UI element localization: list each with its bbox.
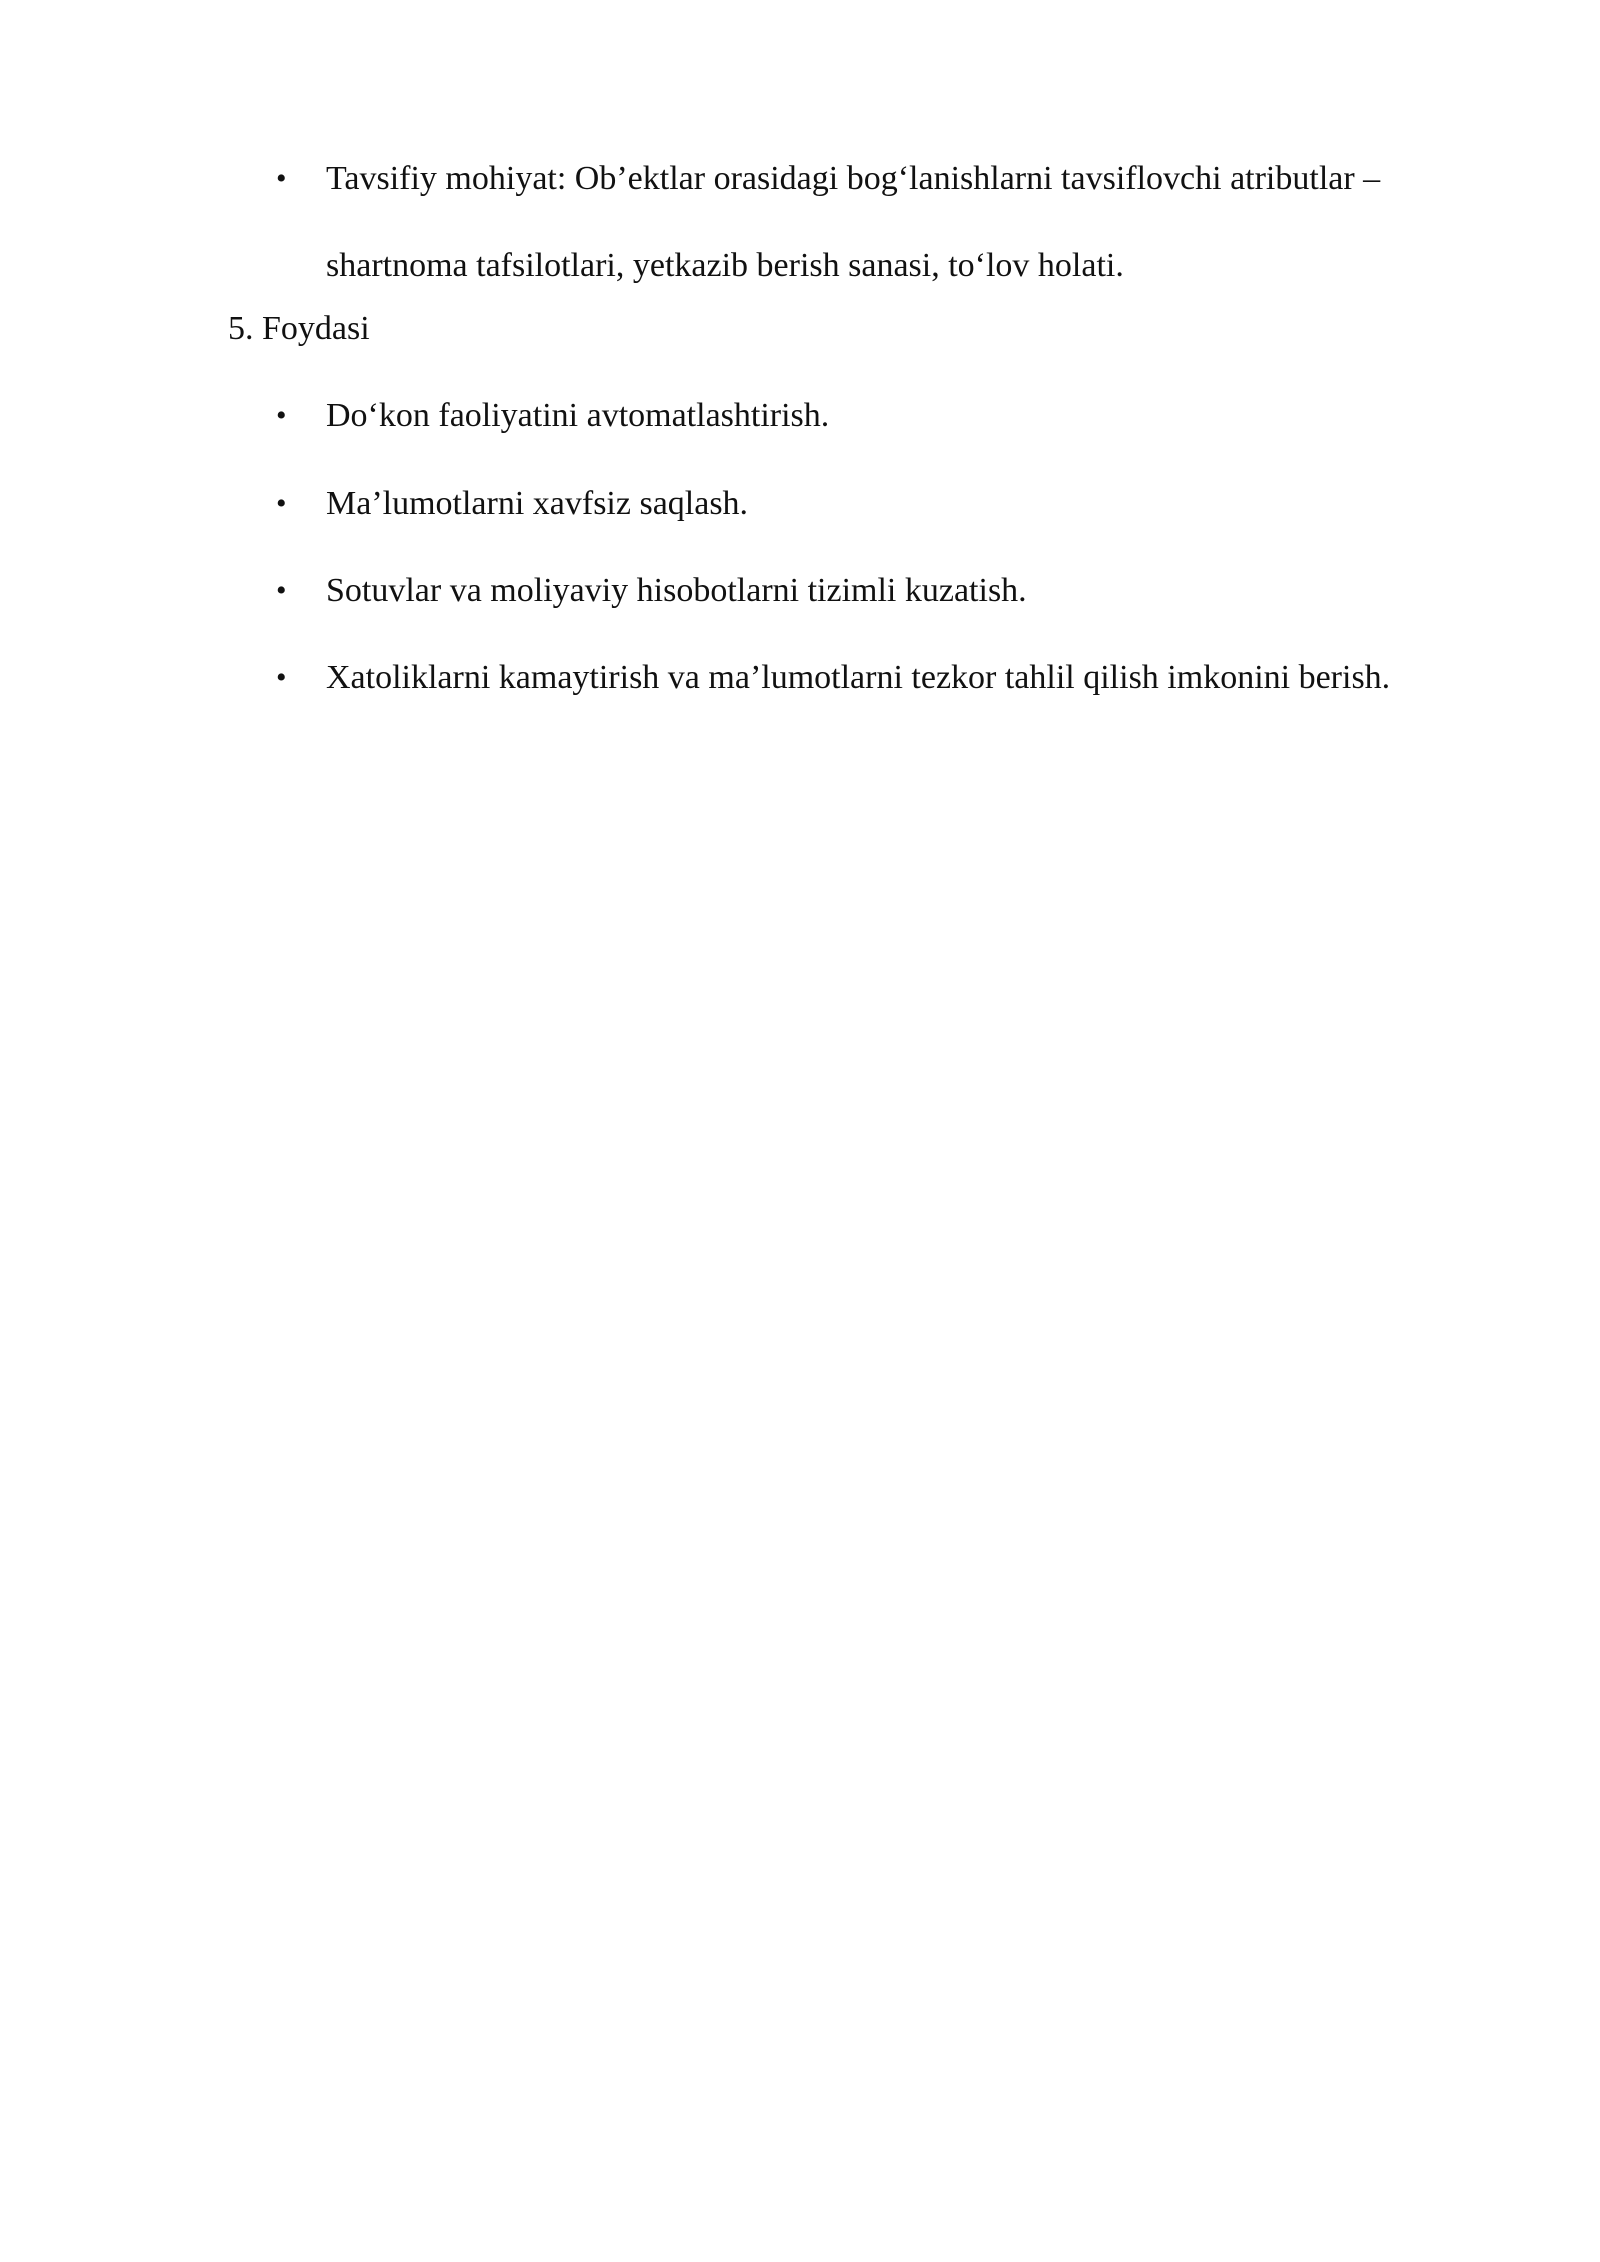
bullet-icon: •	[276, 661, 287, 694]
bullet-icon: •	[276, 574, 287, 607]
list-item-benefit-4	[276, 634, 1516, 721]
bullet-icon: •	[276, 162, 287, 195]
list-item-benefit-3	[276, 547, 1516, 634]
list-item-benefit-1	[276, 372, 1516, 459]
bullet-icon: •	[276, 487, 287, 520]
section-heading: 5. Foydasi	[228, 310, 370, 347]
list-item-text: Sotuvlar va moliyaviy hisobotlarni tizimli kuzatish.	[326, 572, 1027, 609]
list-item-tavsifiy-mohiyat	[276, 135, 1516, 309]
list-item-benefit-2	[276, 460, 1516, 547]
list-item-text: Ma’lumotlarni xavfsiz saqlash.	[326, 485, 749, 522]
list-item-text: Do‘kon faoliyatini avtomatlashtirish.	[326, 397, 830, 434]
bullet-icon: •	[276, 399, 287, 432]
list-item-text: Tavsifiy mohiyat: Ob’ektlar orasidagi bog‘lanishlarni tavsiflovchi atributlar – shartnoma tafsilotlari, yetkazib berish sanasi, to‘lov holati.	[326, 160, 1381, 284]
list-item-text: Xatoliklarni kamaytirish va ma’lumotlarni tezkor tahlil qilish imkonini berish.	[326, 659, 1391, 696]
